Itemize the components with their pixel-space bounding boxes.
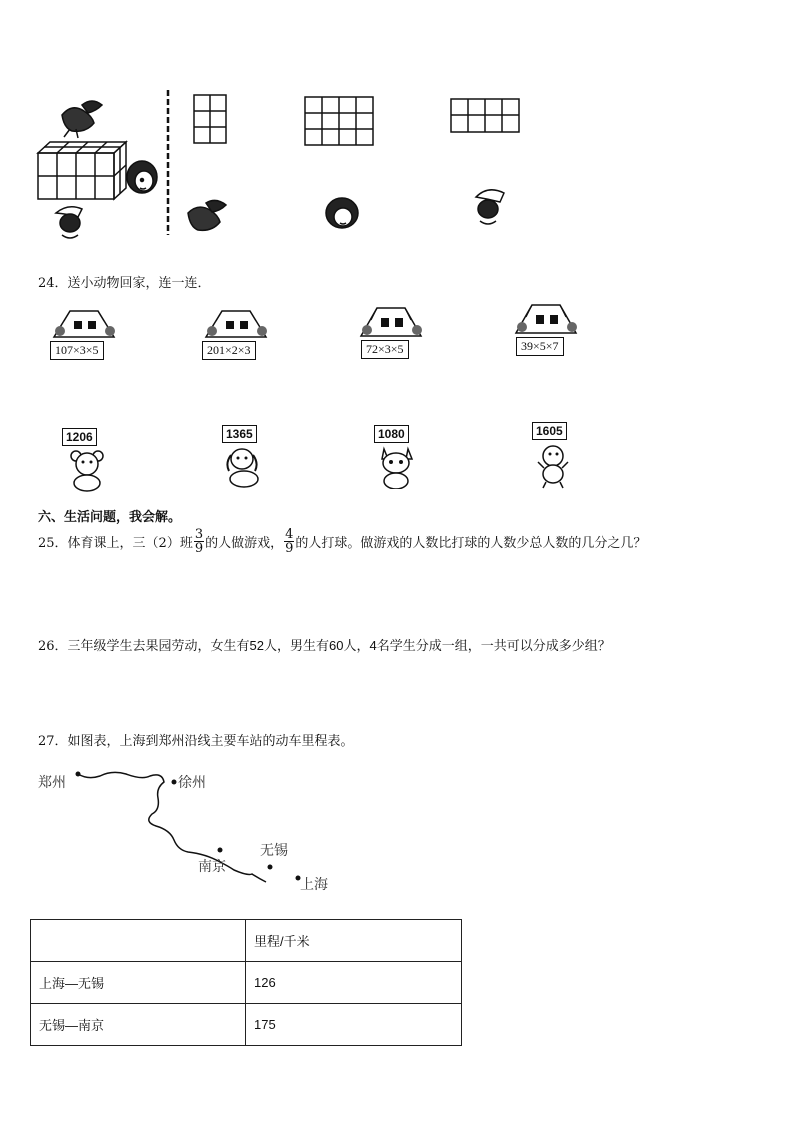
station-dot	[76, 772, 81, 777]
section-title: 六、生活问题，我会解。	[38, 510, 182, 525]
boys-count: 60	[329, 638, 344, 653]
city-shanghai: 上海	[300, 877, 328, 893]
animal-2[interactable]	[218, 425, 268, 493]
q25-part3: 的人打球。做游戏的人数比打球的人数少总人数的几分之几？	[295, 536, 647, 551]
q26-part2: 人，男生有	[264, 639, 330, 654]
city-zhengzhou: 郑州	[38, 775, 66, 791]
pig-icon	[530, 442, 576, 490]
q26-text	[38, 635, 611, 654]
girl-face-icon	[127, 161, 157, 193]
q27-prompt: 27．如图表，上海到郑州沿线主要车站的动车里程表。	[38, 734, 354, 749]
house-icon	[48, 305, 120, 341]
cube-stack	[38, 142, 126, 199]
frac-num: 3	[194, 527, 204, 542]
frac-den: 9	[285, 541, 294, 556]
bear-icon	[66, 448, 108, 492]
q23-figure	[30, 85, 570, 250]
bird-icon	[62, 101, 102, 138]
railway-line	[78, 772, 266, 882]
house-3[interactable]	[355, 300, 427, 362]
view-grid-3	[451, 99, 519, 132]
q25-part1: 25．体育课上，三（2）班	[38, 536, 193, 551]
house-icon	[355, 300, 427, 340]
bird-icon	[188, 200, 226, 230]
q26-part1: 26．三年级学生去果园劳动，女生有	[38, 639, 250, 654]
dog-icon	[218, 445, 266, 491]
table-header-cell	[31, 920, 246, 962]
house-1[interactable]	[48, 305, 120, 365]
girl-face-icon	[326, 198, 358, 228]
q26-part4: 名学生分成一组，一共可以分成多少组？	[376, 639, 611, 654]
house-label: 107×3×5	[50, 341, 104, 360]
frac-num: 4	[285, 527, 294, 542]
table-header-cell: 里程/千米	[246, 920, 462, 962]
q25-part2: 的人做游戏，	[205, 536, 284, 551]
table-header-row	[31, 920, 462, 962]
table-cell-segment: 上海—无锡	[31, 962, 246, 1004]
table-cell-segment: 无锡—南京	[31, 1004, 246, 1046]
station-dot	[172, 780, 177, 785]
house-4[interactable]	[510, 297, 586, 359]
house-label: 201×2×3	[202, 341, 256, 360]
girls-count: 52	[249, 638, 265, 653]
table-row	[31, 962, 462, 1004]
house-label: 39×5×7	[516, 337, 564, 356]
house-icon	[200, 305, 272, 341]
station-dot	[268, 865, 273, 870]
animal-3[interactable]	[372, 425, 422, 491]
animal-number: 1365	[222, 425, 257, 443]
mileage-table	[30, 919, 462, 1046]
table-cell-distance: 126	[246, 962, 462, 1004]
boy-hat-icon	[56, 207, 82, 238]
frac-den: 9	[194, 541, 204, 556]
house-icon	[510, 297, 582, 337]
house-2[interactable]	[200, 305, 276, 365]
fraction-3-9	[194, 528, 204, 555]
animal-number: 1206	[62, 428, 97, 446]
route-map	[30, 760, 350, 895]
station-dot	[218, 848, 223, 853]
q25-text	[38, 526, 646, 562]
city-wuxi: 无锡	[260, 843, 288, 859]
fraction-4-9	[284, 528, 294, 555]
animal-number: 1605	[532, 422, 567, 440]
city-nanjing: 南京	[198, 859, 226, 875]
q24-prompt: 24．送小动物回家，连一连．	[38, 276, 211, 291]
group-size: 4	[369, 638, 377, 653]
house-label: 72×3×5	[361, 340, 409, 359]
q26-part3: 人，	[343, 639, 370, 654]
view-grid-1	[194, 95, 226, 143]
animal-number: 1080	[374, 425, 409, 443]
table-cell-distance: 175	[246, 1004, 462, 1046]
animal-1[interactable]	[62, 428, 112, 494]
city-xuzhou: 徐州	[178, 775, 206, 791]
boy-hat-icon	[476, 190, 504, 224]
q23-figure-svg	[30, 85, 570, 250]
animal-4[interactable]	[528, 422, 580, 492]
table-row	[31, 1004, 462, 1046]
view-grid-2	[305, 97, 373, 145]
cat-icon	[374, 445, 420, 489]
